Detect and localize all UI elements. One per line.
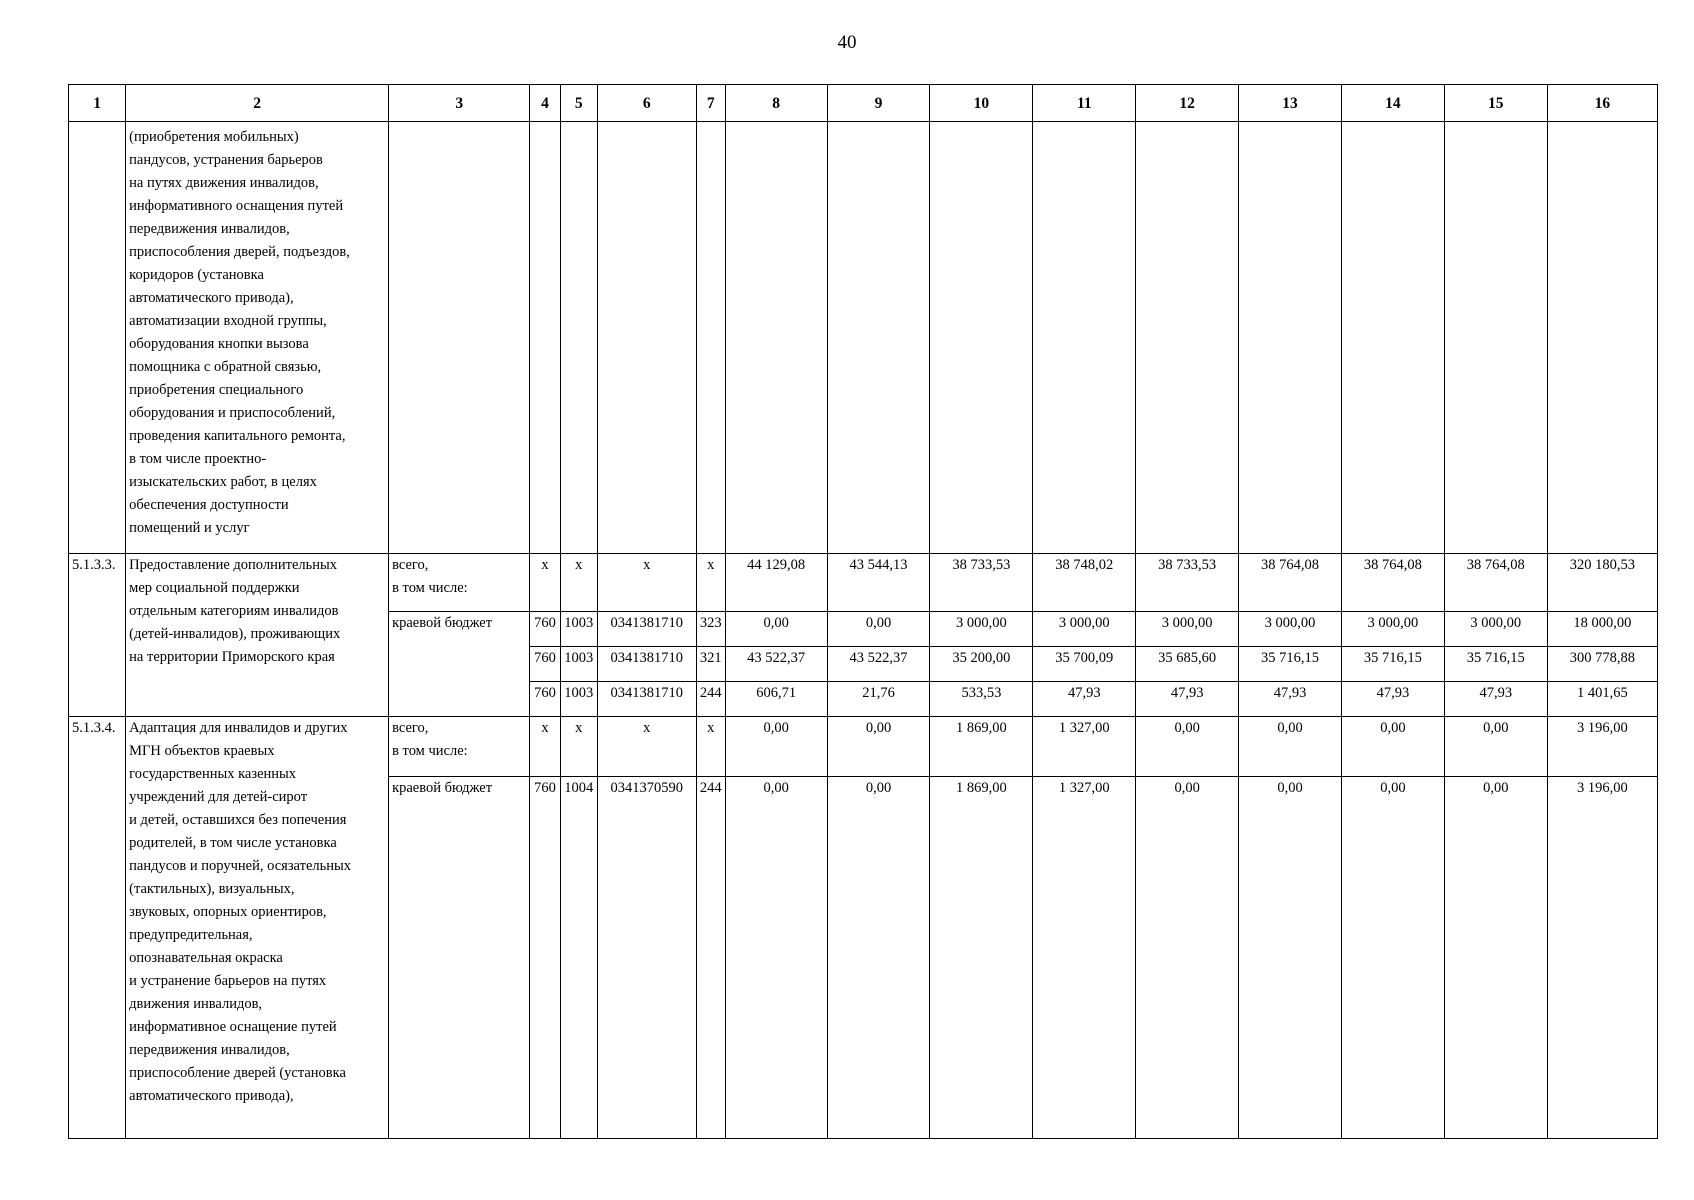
value-cell: 1 327,00 bbox=[1033, 717, 1136, 777]
value-cell: 43 522,37 bbox=[725, 647, 827, 682]
code-cell: x bbox=[560, 554, 597, 612]
code-cell: 760 bbox=[530, 777, 560, 1139]
value-cell: 0,00 bbox=[1444, 717, 1547, 777]
column-header: 1 bbox=[69, 85, 126, 122]
measure-name: Предоставление дополнительных мер социальной поддержки отдельным категориям инвалидов (детей-инвалидов), проживающих на территории Приморского края bbox=[126, 554, 389, 717]
value-cell: 47,93 bbox=[1033, 682, 1136, 717]
code-cell: 1003 bbox=[560, 612, 597, 647]
value-cell: 47,93 bbox=[1444, 682, 1547, 717]
value-cell: 47,93 bbox=[1136, 682, 1239, 717]
code-cell: 1004 bbox=[560, 777, 597, 1139]
value-cell: 1 327,00 bbox=[1033, 777, 1136, 1139]
value-cell: 35 716,15 bbox=[1444, 647, 1547, 682]
code-cell: x bbox=[530, 554, 560, 612]
column-header: 5 bbox=[560, 85, 597, 122]
value-cell: 0,00 bbox=[725, 777, 827, 1139]
column-header: 16 bbox=[1547, 85, 1657, 122]
row-number: 5.1.3.3. bbox=[69, 554, 126, 717]
code-cell: x bbox=[696, 554, 725, 612]
value-cell: 0,00 bbox=[725, 717, 827, 777]
code-cell: 0341381710 bbox=[597, 647, 696, 682]
value-cell: 0,00 bbox=[1136, 777, 1239, 1139]
code-cell: 244 bbox=[696, 682, 725, 717]
column-header: 13 bbox=[1239, 85, 1342, 122]
budget-table bbox=[68, 84, 1658, 1139]
value-cell: 300 778,88 bbox=[1547, 647, 1657, 682]
value-cell: 3 000,00 bbox=[1341, 612, 1444, 647]
value-cell: 1 401,65 bbox=[1547, 682, 1657, 717]
column-header: 2 bbox=[126, 85, 389, 122]
value-cell: 3 000,00 bbox=[1033, 612, 1136, 647]
value-cell: 35 716,15 bbox=[1239, 647, 1342, 682]
table-row-5134-total bbox=[69, 717, 1658, 777]
value-cell: 3 196,00 bbox=[1547, 717, 1657, 777]
code-cell: 244 bbox=[696, 777, 725, 1139]
code-cell: 321 bbox=[696, 647, 725, 682]
value-cell: 0,00 bbox=[1136, 717, 1239, 777]
value-cell: 0,00 bbox=[1239, 777, 1342, 1139]
value-cell: 0,00 bbox=[827, 717, 930, 777]
code-cell: x bbox=[597, 717, 696, 777]
value-cell: 1 869,00 bbox=[930, 777, 1033, 1139]
value-cell: 35 700,09 bbox=[1033, 647, 1136, 682]
value-cell: 0,00 bbox=[1239, 717, 1342, 777]
value-cell: 0,00 bbox=[1444, 777, 1547, 1139]
column-header: 10 bbox=[930, 85, 1033, 122]
value-cell: 21,76 bbox=[827, 682, 930, 717]
code-cell: 0341381710 bbox=[597, 682, 696, 717]
value-cell: 35 685,60 bbox=[1136, 647, 1239, 682]
code-cell: x bbox=[597, 554, 696, 612]
value-cell: 47,93 bbox=[1341, 682, 1444, 717]
value-cell: 35 716,15 bbox=[1341, 647, 1444, 682]
page-number: 40 bbox=[837, 32, 857, 53]
budget-source-label: краевой бюджет bbox=[389, 777, 530, 1139]
column-header: 8 bbox=[725, 85, 827, 122]
value-cell: 47,93 bbox=[1239, 682, 1342, 717]
value-cell: 0,00 bbox=[725, 612, 827, 647]
value-cell: 38 764,08 bbox=[1444, 554, 1547, 612]
value-cell: 533,53 bbox=[930, 682, 1033, 717]
value-cell: 3 196,00 bbox=[1547, 777, 1657, 1139]
row-number: 5.1.3.4. bbox=[69, 717, 126, 1139]
value-cell: 38 733,53 bbox=[1136, 554, 1239, 612]
value-cell: 0,00 bbox=[827, 612, 930, 647]
column-header: 11 bbox=[1033, 85, 1136, 122]
value-cell: 0,00 bbox=[1341, 777, 1444, 1139]
value-cell: 606,71 bbox=[725, 682, 827, 717]
column-header: 6 bbox=[597, 85, 696, 122]
value-cell: 38 733,53 bbox=[930, 554, 1033, 612]
total-label: всего, в том числе: bbox=[389, 554, 530, 612]
code-cell: x bbox=[530, 717, 560, 777]
code-cell: 1003 bbox=[560, 647, 597, 682]
measure-name: Адаптация для инвалидов и других МГН объектов краевых государственных казенных учреждений для детей-сирот и детей, оставшихся без попечения родителей, в том числе установка пандусов и поручней, осязательных (тактильных), визуальных, звуковых, опорных ориентиров, предупредительная, опознавательная окраска и устранение барьеров на путях движения инвалидов, информативное оснащение путей передвижения инвалидов, приспособление дверей (установка автоматического привода), bbox=[126, 717, 389, 1139]
table-row-5133-total bbox=[69, 554, 1658, 612]
code-cell: 760 bbox=[530, 682, 560, 717]
total-label: всего, в том числе: bbox=[389, 717, 530, 777]
column-header: 7 bbox=[696, 85, 725, 122]
value-cell: 3 000,00 bbox=[1136, 612, 1239, 647]
column-header: 12 bbox=[1136, 85, 1239, 122]
value-cell: 3 000,00 bbox=[930, 612, 1033, 647]
continuation-text: (приобретения мобильных) пандусов, устранения барьеров на путях движения инвалидов, информативного оснащения путей передвижения инвалидов, приспособления дверей, подъездов, коридоров (установка автоматического привода), автоматизации входной группы, оборудования кнопки вызова помощника с обратной связью, приобретения специального оборудования и приспособлений, проведения капитального ремонта, в том числе проектно- изыскательских работ, в целях обеспечения доступности помещений и услуг bbox=[126, 122, 389, 554]
code-cell: 760 bbox=[530, 647, 560, 682]
value-cell: 35 200,00 bbox=[930, 647, 1033, 682]
value-cell: 3 000,00 bbox=[1239, 612, 1342, 647]
code-cell: 1003 bbox=[560, 682, 597, 717]
value-cell: 38 748,02 bbox=[1033, 554, 1136, 612]
value-cell: 38 764,08 bbox=[1341, 554, 1444, 612]
value-cell: 1 869,00 bbox=[930, 717, 1033, 777]
value-cell: 44 129,08 bbox=[725, 554, 827, 612]
header-row bbox=[69, 85, 1658, 122]
column-header: 14 bbox=[1341, 85, 1444, 122]
code-cell: 760 bbox=[530, 612, 560, 647]
code-cell: 323 bbox=[696, 612, 725, 647]
value-cell: 43 522,37 bbox=[827, 647, 930, 682]
budget-source-label: краевой бюджет bbox=[389, 612, 530, 717]
value-cell: 18 000,00 bbox=[1547, 612, 1657, 647]
value-cell: 320 180,53 bbox=[1547, 554, 1657, 612]
code-cell: x bbox=[696, 717, 725, 777]
column-header: 4 bbox=[530, 85, 560, 122]
code-cell: x bbox=[560, 717, 597, 777]
value-cell: 0,00 bbox=[827, 777, 930, 1139]
value-cell: 43 544,13 bbox=[827, 554, 930, 612]
value-cell: 38 764,08 bbox=[1239, 554, 1342, 612]
column-header: 15 bbox=[1444, 85, 1547, 122]
column-header: 3 bbox=[389, 85, 530, 122]
value-cell: 3 000,00 bbox=[1444, 612, 1547, 647]
code-cell: 0341370590 bbox=[597, 777, 696, 1139]
column-header: 9 bbox=[827, 85, 930, 122]
code-cell: 0341381710 bbox=[597, 612, 696, 647]
continuation-row bbox=[69, 122, 1658, 554]
value-cell: 0,00 bbox=[1341, 717, 1444, 777]
